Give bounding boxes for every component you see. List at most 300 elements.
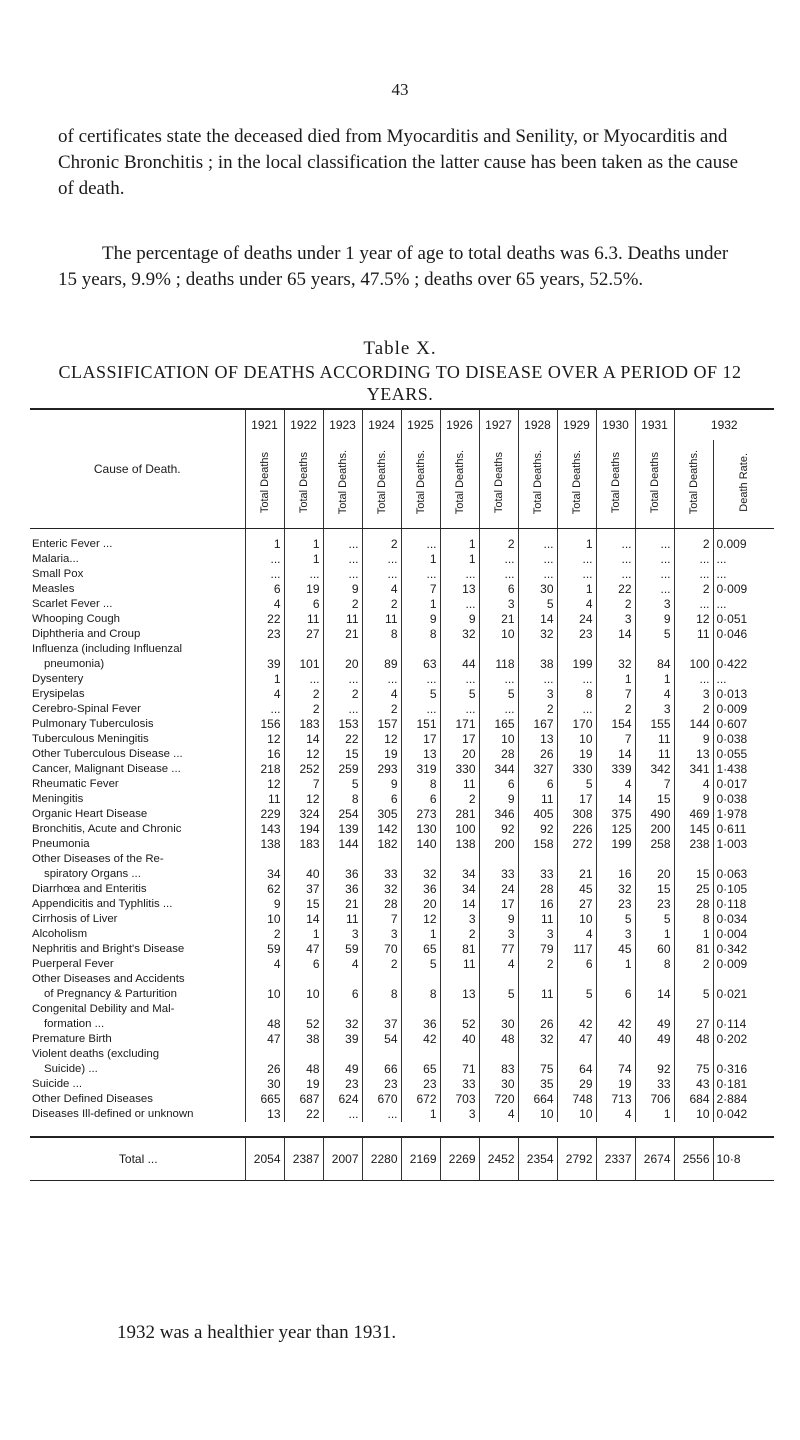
deaths-cell: 6: [284, 597, 323, 612]
table-row: [30, 972, 774, 987]
deaths-cell: 154: [596, 717, 635, 732]
deaths-cell: [440, 972, 479, 987]
deaths-cell: [674, 972, 713, 987]
death-rate-cell: 0·611: [713, 822, 774, 837]
deaths-cell: 157: [362, 717, 401, 732]
deaths-cell: [362, 1047, 401, 1062]
table-row: [30, 717, 774, 732]
deaths-cell: [635, 1047, 674, 1062]
deaths-cell: 2: [674, 957, 713, 972]
table-row: [30, 567, 774, 582]
deaths-cell: 3: [635, 597, 674, 612]
deaths-cell: 33: [635, 1077, 674, 1092]
year-header: 1921: [245, 409, 284, 440]
sub-header-label: Total Deaths.: [375, 450, 388, 515]
deaths-cell: 1: [245, 672, 284, 687]
spacer-cell: [30, 1122, 774, 1137]
deaths-cell: 24: [557, 612, 596, 627]
deaths-cell: 5: [401, 957, 440, 972]
deaths-cell: [557, 972, 596, 987]
deaths-cell: 19: [596, 1077, 635, 1092]
cause-cell: Congenital Debility and Mal-: [32, 1003, 175, 1015]
deaths-cell: 2: [323, 597, 362, 612]
deaths-cell: 490: [635, 807, 674, 822]
total-deaths-cell: 2269: [440, 1137, 479, 1181]
deaths-cell: ...: [323, 567, 362, 582]
deaths-cell: 151: [401, 717, 440, 732]
deaths-cell: [479, 1002, 518, 1017]
deaths-cell: 17: [440, 732, 479, 747]
table-row: [30, 1032, 774, 1047]
deaths-cell: 10: [245, 912, 284, 927]
deaths-cell: [362, 642, 401, 657]
deaths-cell: [479, 852, 518, 867]
death-rate-cell: 0·046: [713, 627, 774, 642]
page-number: 43: [391, 80, 409, 99]
deaths-cell: 22: [323, 732, 362, 747]
deaths-cell: 2: [479, 529, 518, 553]
year-header: 1926: [440, 409, 479, 440]
total-deaths-cell: 2280: [362, 1137, 401, 1181]
sub-header-label: Total Deaths.: [531, 450, 544, 515]
cause-cell: Suicide ...: [32, 1078, 83, 1090]
intro-paragraph-1: of certificates state the deceased died from Myocarditis and Senility, or Myocarditis and Chronic Bronchitis ; in the local classification the latter cause has been taken as the cause of death.: [58, 126, 739, 199]
total-deaths-header: [518, 440, 557, 529]
deaths-cell: 272: [557, 837, 596, 852]
deaths-cell: 1: [440, 552, 479, 567]
deaths-cell: 2: [440, 927, 479, 942]
deaths-cell: [557, 1047, 596, 1062]
deaths-cell: 15: [674, 867, 713, 882]
deaths-cell: ...: [518, 672, 557, 687]
deaths-cell: 117: [557, 942, 596, 957]
deaths-cell: 14: [518, 612, 557, 627]
deaths-cell: ...: [674, 552, 713, 567]
deaths-cell: 9: [440, 612, 479, 627]
deaths-cell: 21: [323, 897, 362, 912]
deaths-cell: 2: [596, 702, 635, 717]
deaths-cell: 7: [284, 777, 323, 792]
deaths-cell: 14: [635, 987, 674, 1002]
deaths-cell: 3: [440, 912, 479, 927]
deaths-cell: 52: [440, 1017, 479, 1032]
table-row: [30, 747, 774, 762]
deaths-cell: 1: [596, 957, 635, 972]
deaths-cell: 5: [479, 687, 518, 702]
cause-cell: Malaria...: [32, 553, 79, 565]
deaths-cell: 92: [635, 1062, 674, 1077]
deaths-cell: 3: [596, 927, 635, 942]
deaths-cell: 1: [401, 1107, 440, 1122]
deaths-cell: 167: [518, 717, 557, 732]
table-row: [30, 1002, 774, 1017]
deaths-cell: [635, 972, 674, 987]
deaths-cell: 469: [674, 807, 713, 822]
deaths-cell: 10: [674, 1107, 713, 1122]
total-deaths-header: [401, 440, 440, 529]
deaths-cell: [401, 1002, 440, 1017]
deaths-cell: 1: [635, 927, 674, 942]
deaths-cell: 4: [596, 1107, 635, 1122]
deaths-cell: 200: [635, 822, 674, 837]
deaths-cell: 339: [596, 762, 635, 777]
total-deaths-header: [323, 440, 362, 529]
total-deaths-header: [674, 440, 713, 529]
deaths-cell: 8: [362, 987, 401, 1002]
deaths-cell: 6: [557, 957, 596, 972]
cause-cell: Suicide) ...: [44, 1063, 98, 1075]
deaths-cell: 258: [635, 837, 674, 852]
deaths-cell: 5: [557, 777, 596, 792]
deaths-cell: [323, 1002, 362, 1017]
cause-cell: Organic Heart Disease: [32, 808, 148, 820]
deaths-cell: 1: [245, 529, 284, 553]
deaths-cell: 171: [440, 717, 479, 732]
death-rate-cell: 0·038: [713, 732, 774, 747]
deaths-cell: 42: [596, 1017, 635, 1032]
table-row: [30, 792, 774, 807]
year-header: 1925: [401, 409, 440, 440]
total-deaths-cell: 2337: [596, 1137, 635, 1181]
deaths-cell: 47: [284, 942, 323, 957]
death-rate-cell: 0·038: [713, 792, 774, 807]
total-deaths-cell: 2556: [674, 1137, 713, 1181]
deaths-cell: 1: [284, 552, 323, 567]
deaths-cell: 4: [362, 687, 401, 702]
deaths-cell: 43: [674, 1077, 713, 1092]
cause-cell: Diseases Ill-defined or unknown: [32, 1108, 194, 1120]
deaths-cell: 308: [557, 807, 596, 822]
total-label: Total ...: [30, 1137, 245, 1181]
deaths-cell: 3: [479, 597, 518, 612]
deaths-cell: 10: [479, 627, 518, 642]
cause-cell: Appendicitis and Typhlitis ...: [32, 898, 173, 910]
deaths-cell: 9: [674, 732, 713, 747]
closing-statement: 1932 was a healthier year than 1931.: [117, 1322, 397, 1343]
cause-cell: Dysentery: [32, 673, 84, 685]
deaths-cell: 706: [635, 1092, 674, 1107]
deaths-cell: 2: [362, 597, 401, 612]
deaths-cell: 2: [362, 702, 401, 717]
deaths-cell: 2: [284, 687, 323, 702]
deaths-cell: ...: [635, 552, 674, 567]
deaths-cell: 28: [362, 897, 401, 912]
cause-cell: Other Tuberculous Disease ...: [32, 748, 183, 760]
deaths-cell: 703: [440, 1092, 479, 1107]
deaths-cell: 1: [596, 672, 635, 687]
deaths-cell: [362, 1002, 401, 1017]
cause-cell: Scarlet Fever ...: [32, 598, 113, 610]
deaths-cell: ...: [518, 552, 557, 567]
deaths-cell: ...: [245, 567, 284, 582]
deaths-cell: 1: [440, 529, 479, 553]
deaths-cell: 341: [674, 762, 713, 777]
death-rate-cell: 0·105: [713, 882, 774, 897]
deaths-cell: [518, 1002, 557, 1017]
deaths-cell: 32: [323, 1017, 362, 1032]
deaths-cell: 11: [362, 612, 401, 627]
deaths-cell: 3: [479, 927, 518, 942]
sub-header-label: Total Deaths: [297, 451, 310, 514]
deaths-cell: ...: [674, 672, 713, 687]
deaths-cell: 10: [284, 987, 323, 1002]
cause-cell: Other Defined Diseases: [32, 1093, 153, 1105]
death-rate-cell: 0·009: [713, 957, 774, 972]
deaths-cell: [284, 642, 323, 657]
cause-cell: Other Diseases and Accidents: [32, 973, 185, 985]
deaths-cell: 3: [362, 927, 401, 942]
deaths-cell: 259: [323, 762, 362, 777]
year-header: 1930: [596, 409, 635, 440]
deaths-cell: 238: [674, 837, 713, 852]
deaths-cell: 4: [479, 1107, 518, 1122]
deaths-cell: 20: [635, 867, 674, 882]
table-row: [30, 777, 774, 792]
deaths-cell: 182: [362, 837, 401, 852]
deaths-cell: 32: [518, 627, 557, 642]
deaths-cell: 42: [557, 1017, 596, 1032]
death-rate-header: [713, 440, 774, 529]
deaths-cell: 40: [440, 1032, 479, 1047]
deaths-cell: 1: [635, 1107, 674, 1122]
total-deaths-cell: 2452: [479, 1137, 518, 1181]
deaths-cell: 14: [596, 792, 635, 807]
deaths-cell: 47: [245, 1032, 284, 1047]
death-rate-cell: 0·042: [713, 1107, 774, 1122]
deaths-cell: [362, 852, 401, 867]
deaths-cell: 32: [596, 657, 635, 672]
deaths-cell: 1: [635, 672, 674, 687]
deaths-cell: 11: [635, 732, 674, 747]
total-deaths-header: [557, 440, 596, 529]
sub-header-label: Total Deaths.: [414, 450, 427, 515]
deaths-cell: 6: [596, 987, 635, 1002]
deaths-cell: ...: [323, 529, 362, 553]
deaths-cell: 2: [362, 529, 401, 553]
death-rate-cell: ...: [713, 552, 774, 567]
death-rate-cell: 0·004: [713, 927, 774, 942]
deaths-cell: [596, 972, 635, 987]
deaths-cell: ...: [635, 529, 674, 553]
deaths-cell: 8: [323, 792, 362, 807]
deaths-cell: 200: [479, 837, 518, 852]
deaths-cell: 684: [674, 1092, 713, 1107]
deaths-cell: ...: [245, 702, 284, 717]
deaths-cell: 30: [245, 1077, 284, 1092]
deaths-cell: 183: [284, 717, 323, 732]
deaths-cell: [284, 1002, 323, 1017]
deaths-cell: 1: [557, 582, 596, 597]
cause-cell: Nephritis and Bright's Disease: [32, 943, 185, 955]
deaths-cell: [323, 1047, 362, 1062]
cause-cell: spiratory Organs ...: [44, 868, 141, 880]
deaths-cell: 48: [284, 1062, 323, 1077]
deaths-cell: 100: [440, 822, 479, 837]
table-row: [30, 642, 774, 657]
deaths-cell: 11: [518, 792, 557, 807]
deaths-cell: ...: [401, 529, 440, 553]
deaths-cell: ...: [323, 702, 362, 717]
deaths-cell: 21: [323, 627, 362, 642]
sub-header-label: Total Deaths: [648, 451, 661, 514]
cause-cell: Pulmonary Tuberculosis: [32, 718, 154, 730]
death-rate-cell: 0.009: [713, 529, 774, 553]
deaths-cell: 49: [635, 1032, 674, 1047]
deaths-cell: ...: [323, 552, 362, 567]
deaths-cell: 252: [284, 762, 323, 777]
deaths-cell: 101: [284, 657, 323, 672]
deaths-cell: ...: [323, 672, 362, 687]
deaths-cell: 84: [635, 657, 674, 672]
cause-cell: Other Diseases of the Re-: [32, 853, 164, 865]
deaths-cell: 6: [479, 777, 518, 792]
cause-column-header: Cause of Death.: [30, 409, 245, 529]
deaths-cell: 3: [674, 687, 713, 702]
table-row: [30, 927, 774, 942]
death-rate-cell: 1·978: [713, 807, 774, 822]
deaths-cell: [635, 852, 674, 867]
deaths-cell: 9: [635, 612, 674, 627]
deaths-cell: [596, 852, 635, 867]
deaths-cell: 4: [479, 957, 518, 972]
deaths-cell: 3: [596, 612, 635, 627]
deaths-cell: 23: [245, 627, 284, 642]
death-rate-cell: 0·114: [713, 1017, 774, 1032]
deaths-cell: 140: [401, 837, 440, 852]
sub-header-label: Total Deaths.: [336, 450, 349, 515]
deaths-cell: 66: [362, 1062, 401, 1077]
deaths-cell: 7: [401, 582, 440, 597]
deaths-cell: 8: [362, 627, 401, 642]
year-header: 1927: [479, 409, 518, 440]
deaths-cell: 194: [284, 822, 323, 837]
deaths-cell: 54: [362, 1032, 401, 1047]
deaths-cell: [518, 852, 557, 867]
table-row: [30, 732, 774, 747]
deaths-cell: 10: [479, 732, 518, 747]
total-deaths-cell: 2387: [284, 1137, 323, 1181]
deaths-cell: 11: [440, 777, 479, 792]
deaths-cell: 5: [479, 987, 518, 1002]
cause-cell: Enteric Fever ...: [32, 538, 113, 550]
deaths-cell: 11: [518, 987, 557, 1002]
year-header: 1931: [635, 409, 674, 440]
deaths-cell: 5: [401, 687, 440, 702]
deaths-cell: ...: [440, 597, 479, 612]
deaths-cell: 36: [401, 1017, 440, 1032]
deaths-cell: 22: [284, 1107, 323, 1122]
deaths-cell: 92: [518, 822, 557, 837]
deaths-cell: 2: [362, 957, 401, 972]
deaths-cell: 3: [323, 927, 362, 942]
deaths-cell: 3: [518, 687, 557, 702]
deaths-cell: 5: [440, 687, 479, 702]
deaths-cell: ...: [479, 567, 518, 582]
death-rate-cell: 0·021: [713, 987, 774, 1002]
year-header: 1923: [323, 409, 362, 440]
deaths-cell: 305: [362, 807, 401, 822]
deaths-cell: 1: [557, 529, 596, 553]
deaths-cell: 14: [596, 627, 635, 642]
deaths-cell: [674, 852, 713, 867]
deaths-cell: 20: [401, 897, 440, 912]
deaths-cell: 71: [440, 1062, 479, 1077]
table-row: [30, 762, 774, 777]
total-deaths-header: [635, 440, 674, 529]
deaths-cell: [362, 972, 401, 987]
deaths-cell: [284, 972, 323, 987]
deaths-cell: 23: [596, 897, 635, 912]
deaths-cell: ...: [362, 567, 401, 582]
deaths-cell: 32: [518, 1032, 557, 1047]
deaths-cell: 12: [245, 732, 284, 747]
deaths-cell: ...: [362, 1107, 401, 1122]
deaths-cell: ...: [284, 567, 323, 582]
deaths-cell: 6: [362, 792, 401, 807]
deaths-cell: 17: [479, 897, 518, 912]
deaths-cell: 5: [596, 912, 635, 927]
deaths-cell: 319: [401, 762, 440, 777]
deaths-cell: ...: [635, 567, 674, 582]
cause-cell: Bronchitis, Acute and Chronic: [32, 823, 182, 835]
deaths-cell: ...: [557, 672, 596, 687]
deaths-cell: 10: [557, 732, 596, 747]
deaths-cell: 2: [245, 927, 284, 942]
deaths-cell: 346: [479, 807, 518, 822]
deaths-cell: [401, 642, 440, 657]
deaths-cell: 7: [362, 912, 401, 927]
total-deaths-cell: 2169: [401, 1137, 440, 1181]
deaths-cell: 15: [635, 792, 674, 807]
sub-header-label: Total Deaths: [258, 451, 271, 514]
deaths-cell: 13: [674, 747, 713, 762]
deaths-cell: 75: [518, 1062, 557, 1077]
deaths-cell: 8: [674, 912, 713, 927]
deaths-cell: 16: [518, 897, 557, 912]
total-deaths-cell: 2674: [635, 1137, 674, 1181]
deaths-cell: 1: [401, 927, 440, 942]
deaths-cell: 12: [284, 792, 323, 807]
deaths-cell: 144: [323, 837, 362, 852]
deaths-cell: 1: [401, 552, 440, 567]
death-rate-cell: [713, 852, 774, 867]
deaths-cell: 8: [401, 777, 440, 792]
deaths-cell: 16: [596, 867, 635, 882]
cause-cell: Cancer, Malignant Disease ...: [32, 763, 181, 775]
deaths-cell: 64: [557, 1062, 596, 1077]
deaths-cell: [245, 1002, 284, 1017]
death-rate-cell: 0·316: [713, 1062, 774, 1077]
deaths-cell: 344: [479, 762, 518, 777]
death-rate-cell: [713, 1047, 774, 1062]
deaths-cell: 14: [284, 732, 323, 747]
table-row: [30, 852, 774, 867]
table-label: Table X.: [363, 338, 437, 359]
cause-cell: Meningitis: [32, 793, 84, 805]
deaths-cell: 218: [245, 762, 284, 777]
deaths-cell: [596, 642, 635, 657]
deaths-cell: [518, 642, 557, 657]
deaths-cell: 65: [401, 942, 440, 957]
deaths-cell: 145: [674, 822, 713, 837]
cause-cell: Influenza (including Influenzal: [32, 643, 183, 655]
deaths-cell: 4: [557, 597, 596, 612]
deaths-cell: 36: [401, 882, 440, 897]
total-deaths-header: [284, 440, 323, 529]
deaths-cell: [284, 1047, 323, 1062]
deaths-cell: 34: [245, 867, 284, 882]
deaths-cell: 48: [479, 1032, 518, 1047]
